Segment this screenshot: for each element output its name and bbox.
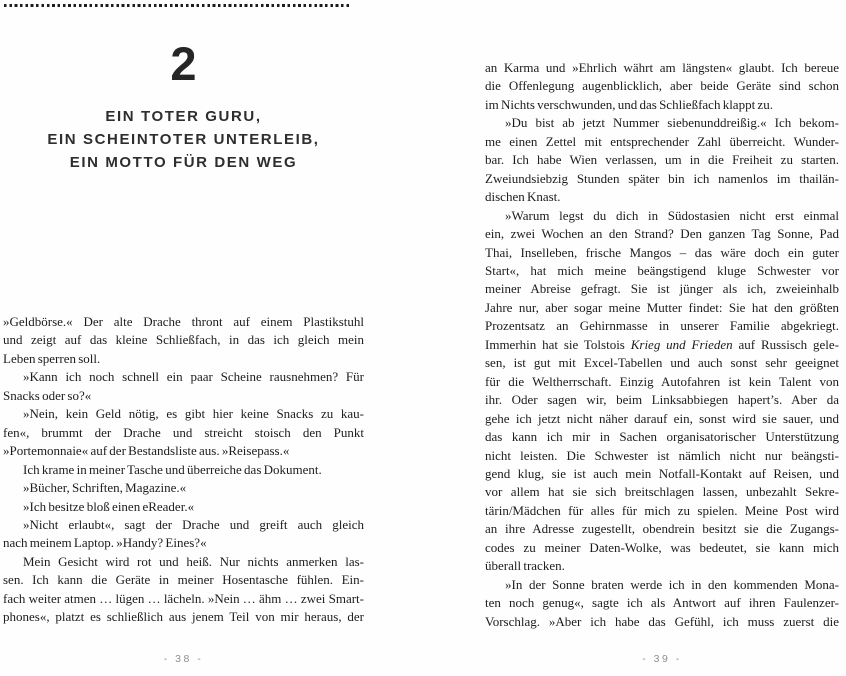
chapter-title-line: EIN TOTER GURU, <box>105 108 262 125</box>
text-line: me einen Zettel mit entsprechender Zahl überreicht. Wunder- <box>485 133 839 149</box>
text-line: »Geldbörse.« Der alte Drache thront auf einem Plastikstuhl <box>3 314 364 329</box>
text-line: fach weiter atmen … lügen … lächeln. »Nein … ähm … zwei Smart- <box>3 590 364 606</box>
text-line: gend klug, sie ist auch mein Notfall-Kontakt auf Reisen, und <box>485 465 839 481</box>
text-line: sen, ist gut mit Excel-Tabellen und auch sonst sehr geeignet <box>485 355 839 371</box>
text-line: gehe ich jetzt nicht näher darauf ein, sonst wird sie sauer, und <box>485 410 839 426</box>
text-line: nach meinem Laptop. »Handy? Eines?« <box>3 535 207 551</box>
text-line: ten noch genug«, sagte ich als Antwort auf ihren Faulenzer- <box>485 595 839 611</box>
text-line: Mein Gesicht wird rot und heiß. Nur nichts anmerken las- <box>23 553 364 569</box>
chapter-number: 2 <box>170 37 197 90</box>
text-line: »Du bist ab jetzt Nummer siebenunddreißig.« Ich bekom- <box>505 115 839 131</box>
text-line: vor allem hat sie sich breitschlagen lassen, unbezahlt Sekre- <box>485 484 839 500</box>
text-line: sen. Ich kann die Geräte in meiner Hosentasche fühlen. Ein- <box>3 572 364 588</box>
text-line: »Bücher, Schriften, Magazine.« <box>23 480 187 496</box>
chapter-title-line: EIN MOTTO FÜR DEN WEG <box>69 154 298 171</box>
text-line: für die Weltherrschaft. Einzig Autofahren ist kein Talent von <box>485 373 839 389</box>
text-line: Leben sperren soll. <box>3 350 101 366</box>
text-line: Ich krame in meiner Tasche und überreiche das Dokument. <box>23 461 322 477</box>
text-line: dischen Knast. <box>485 189 561 205</box>
text-line: phones«, platzt es schließlich aus jenem Teil von mir heraus, der <box>3 609 364 625</box>
left-page <box>3 0 364 676</box>
text-line: »Nein, kein Geld nötig, es gibt hier keine Snacks zu kau- <box>23 406 364 422</box>
text-line: an Karma und »Ehrlich währt am längsten« glaubt. Ich bereue <box>485 60 839 75</box>
text-line: an ihre Adresse zugestellt, obendrein besitzt sie die Zugangs- <box>485 521 839 537</box>
text-line: Thai, Inselleben, frische Mangos – das wäre doch ein guter <box>485 244 839 260</box>
text-line: nicht leisten. Die Schwester ist nämlich nicht nur beängsti- <box>485 447 839 463</box>
text-line: und zeigt auf das kleine Schließfach, in das ich gleich mein <box>3 332 364 348</box>
text-line: ein, zwei Wochen an den Strand? Den ganzen Tag Sonne, Pad <box>485 226 839 242</box>
text-line: Prozentsatz an Gehirnmasse in unserer Familie abgekriegt. <box>485 318 839 334</box>
text-line: das kann ich mir in Sachen organisatorischer Unterstützung <box>485 429 839 445</box>
chapter-title-line: EIN SCHEINTOTER UNTERLEIB, <box>47 131 320 148</box>
text-line: ihr. Oder sagen wir, beim Linksabbiegen hapert’s. Aber da <box>485 392 839 408</box>
left-page-body <box>3 313 364 627</box>
text-line: »Nicht erlaubt«, sagt der Drache und greift auch gleich <box>23 516 364 532</box>
text-line: Vorschlag. »Aber ich habe das Gefühl, ich muss zuerst die <box>485 613 839 629</box>
text-line: Immerhin hat sie Tolstois Krieg und Frieden auf Russisch gele- <box>485 336 840 352</box>
right-page-body <box>485 59 839 631</box>
right-page <box>485 0 839 676</box>
text-line: überall tracken. <box>485 558 565 574</box>
text-line: die Offenlegung augenblicklich, aber beide Geräte sind schon <box>485 78 839 94</box>
text-line: »Warum legst du dich in Südostasien nicht erst einmal <box>505 207 839 223</box>
chapter-title <box>3 105 364 174</box>
text-line: im Nichts verschwunden, und das Schließfach klappt zu. <box>485 96 773 112</box>
page-number-right: - 39 - <box>642 653 682 665</box>
text-line: meiner Abreise gefragt. Sie ist jünger als ich, zweieinhalb <box>485 281 839 297</box>
text-line: tärin/Mädchen für alles für mich zu spielen. Meine Post wird <box>485 502 839 518</box>
page-number-left: - 38 - <box>163 653 204 665</box>
text-line: fen«, brummt der Drache und streicht stoisch den Punkt <box>3 424 364 440</box>
text-line: Zweiundsiebzig Stunden später bin ich namenlos im thailän- <box>485 170 839 186</box>
text-line: »Portemonnaie« auf der Bestandsliste aus. »Reisepass.« <box>3 443 290 459</box>
text-line: »Ich besitze bloß einen eReader.« <box>23 498 195 514</box>
text-line: codes zu meiner Daten-Wolke, was bedeutet, sie kann mich <box>485 539 839 555</box>
text-line: »Kann ich noch schnell ein paar Scheine rausnehmen? Für <box>23 369 364 385</box>
text-line: bar. Ich habe Wien verlassen, um in die Freiheit zu starten. <box>485 152 839 168</box>
text-line: Jahre nur, aber sogar meine Mutter findet: Sie hat den größten <box>485 299 839 315</box>
text-line: »In der Sonne braten werde ich in den kommenden Mona- <box>505 576 839 592</box>
text-line: Snacks oder so?« <box>3 387 92 403</box>
text-line: Start«, hat mich meine beängstigend kluge Schwester vor <box>485 262 839 278</box>
